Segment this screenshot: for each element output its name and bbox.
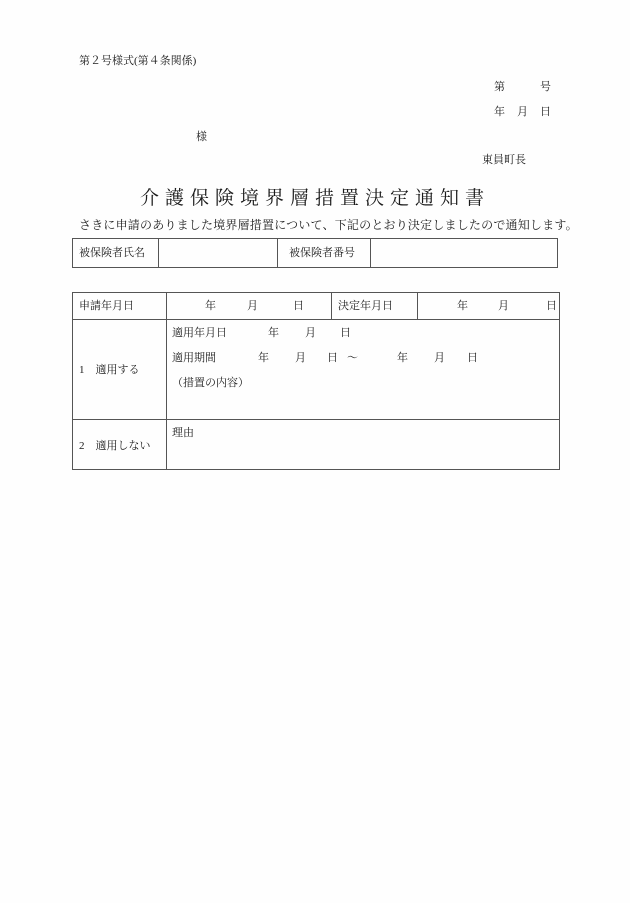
insured-number-field[interactable] (375, 248, 555, 262)
period-end-month-unit: 月 (434, 352, 445, 364)
document-date (494, 107, 551, 118)
apply-period-label: 適用期間 (172, 352, 216, 364)
period-end-year-unit: 年 (397, 352, 408, 364)
insured-number-label: 被保険者番号 (289, 247, 355, 259)
apply-date-label: 適用年月日 (172, 327, 227, 339)
not-apply-reason[interactable] (167, 420, 559, 469)
period-end-day-unit: 日 (467, 352, 478, 364)
date-year: 年 (494, 106, 505, 118)
apply-option-label: 1 適用する (79, 364, 140, 376)
insured-table (72, 238, 558, 268)
application-month-unit: 月 (247, 300, 258, 312)
issuer: 東員町長 (482, 154, 526, 166)
application-date-label: 申請年月日 (79, 300, 134, 312)
date-day: 日 (540, 106, 551, 118)
period-tilde: ～ (347, 352, 358, 364)
doc-no-suffix: 号 (540, 81, 551, 93)
document-title: 介護保険境界層措置決定通知書 (139, 188, 490, 209)
addressee-honorific: 様 (196, 131, 207, 143)
decision-day-unit: 日 (546, 300, 557, 312)
decision-date-label: 決定年月日 (338, 300, 393, 312)
application-year-unit: 年 (205, 300, 216, 312)
decision-month-unit: 月 (498, 300, 509, 312)
form-number: 第２号様式(第４条関係) (79, 55, 197, 67)
insured-name-label: 被保険者氏名 (79, 247, 145, 259)
period-start-year-unit: 年 (258, 352, 269, 364)
apply-details[interactable] (167, 320, 559, 419)
application-day-unit: 日 (293, 300, 304, 312)
decision-date-field[interactable] (418, 293, 559, 319)
decision-year-unit: 年 (457, 300, 468, 312)
not-apply-option-label: 2 適用しない (79, 440, 151, 452)
period-start-day-unit: 日 (327, 352, 338, 364)
application-date-field[interactable] (167, 293, 331, 319)
insured-name-field[interactable] (163, 248, 273, 262)
document-number (494, 82, 551, 93)
measure-content-label: （措置の内容） (172, 377, 249, 389)
apply-day-unit: 日 (340, 327, 351, 339)
reason-label: 理由 (172, 427, 194, 439)
decision-table (72, 292, 560, 470)
intro-text: さきに申請のありました境界層措置について、下記のとおり決定しましたので通知します。 (79, 218, 578, 232)
apply-month-unit: 月 (305, 327, 316, 339)
apply-year-unit: 年 (268, 327, 279, 339)
date-month: 月 (517, 106, 528, 118)
period-start-month-unit: 月 (295, 352, 306, 364)
doc-no-prefix: 第 (494, 81, 505, 93)
